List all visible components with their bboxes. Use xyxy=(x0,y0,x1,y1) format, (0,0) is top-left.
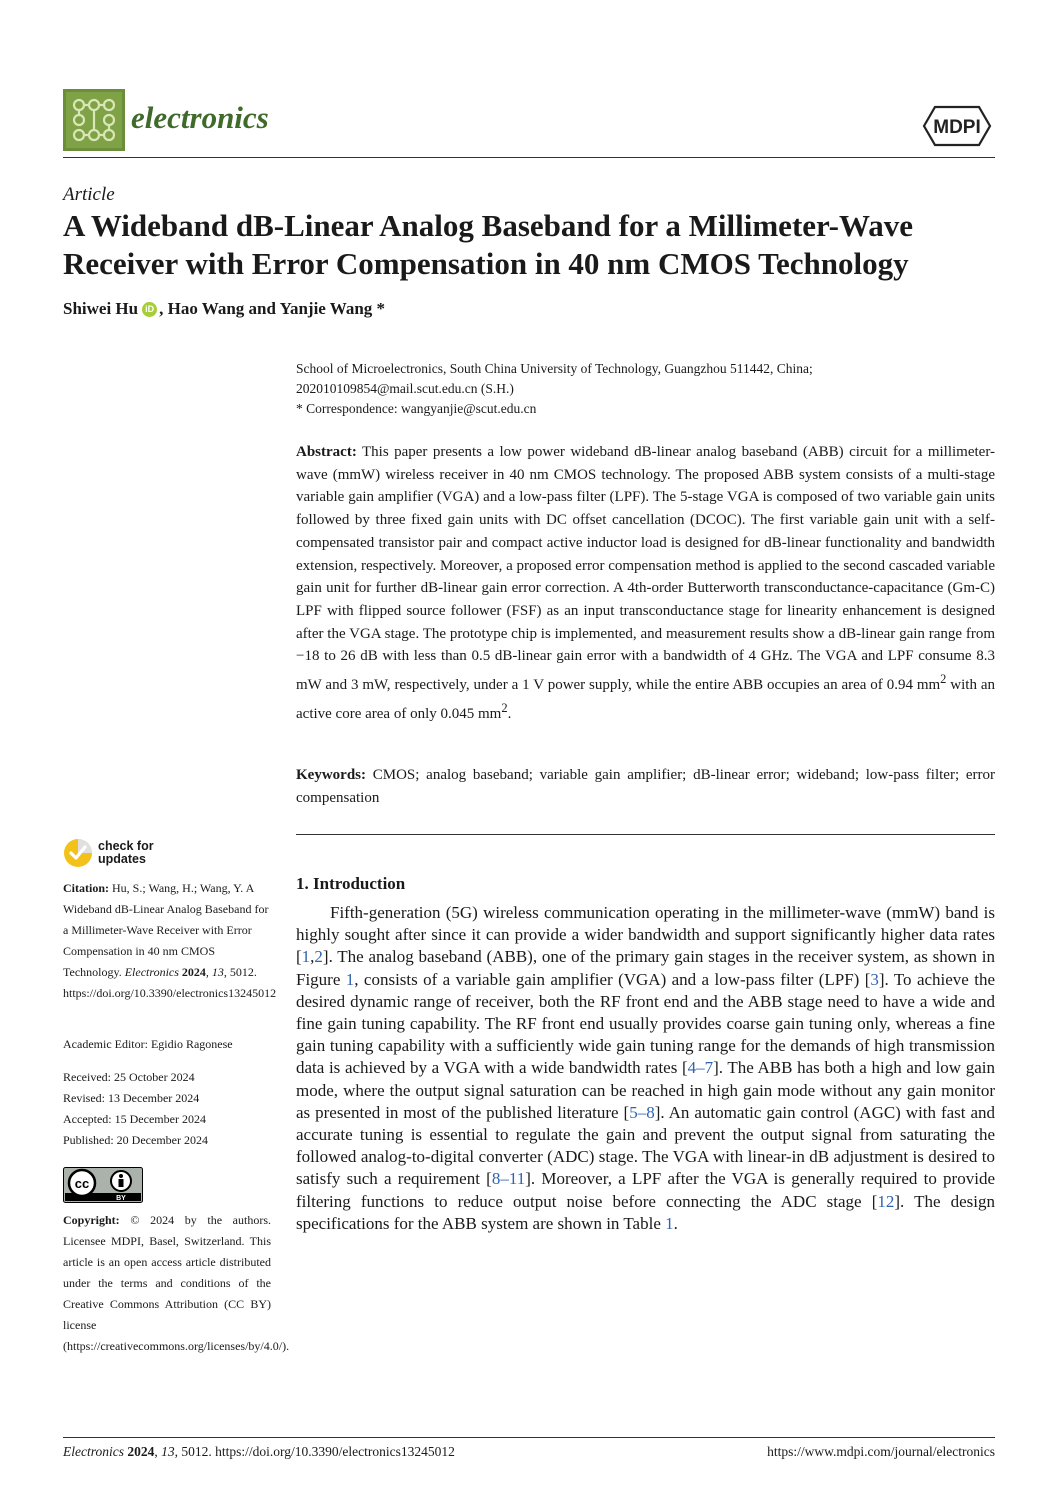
citation-text: Hu, S.; Wang, H.; Wang, Y. A Wideband dB-Linear Analog Baseband for a Millimeter-Wave Receiver with Error Compensation in 40 nm CMOS Technology. xyxy=(63,881,269,979)
reference-link[interactable]: 4–7 xyxy=(687,1058,714,1078)
dates-block xyxy=(63,1067,271,1151)
paragraph: Fifth-generation (5G) wireless communication operating in the millimeter-wave (mmW) band is highly sought after since it can provide a wider bandwidth and support significantly higher data rates [1,2]. The analog baseband (ABB), one of the primary gain stages in the receiver system, as shown in Figure 1, consists of a variable gain amplifier (VGA) and a low-pass filter (LPF) [3]. To achieve the desired dynamic range of receiver, both the RF front end and the ABB stage need to have a wide and fine gain tuning capability. The RF front end usually provides coarse gain tuning only, whereas a fine gain tuning capability with a sufficiently wide gain tuning range for the demands of high transmission data is achieved by a VGA with a wide bandwidth rates [4–7]. The ABB has both a high and low gain mode, where the output signal saturation can be reached in high gain mode without any gain monitor as presented in most of the published literature [5–8]. An automatic gain control (AGC) with fast and accurate tuning is essential to regulate the gain and prevent the output signal from saturating the followed analog-to-digital converter (ADC) stage. The VGA with linear-in dB adjustment is desired to satisfy such a requirement [8–11]. Moreover, a LPF after the VGA is generally required to provide filtering functions to reduce output noise before connecting the ADC stage [12]. The design specifications for the ABB system are shown in Table 1. xyxy=(296,903,995,1233)
reference-link[interactable]: 2 xyxy=(314,947,323,967)
abstract-label: Abstract: xyxy=(296,444,357,460)
affiliation-line: School of Microelectronics, South China University of Technology, Guangzhou 511442, China; xyxy=(296,361,813,376)
keywords-text: CMOS; analog baseband; variable gain amplifier; dB-linear error; wideband; low-pass filter; error compensation xyxy=(296,767,996,806)
author-first[interactable]: Shiwei Hu xyxy=(63,299,139,318)
abstract-text: This paper presents a low power wideband dB-linear analog baseband (ABB) circuit for a millimeter-wave (mmW) wireless receiver in 40 nm CMOS technology. The proposed ABB system consists of a multi-stage variable gain amplifier (VGA) and a low-pass filter (LPF). The 5-stage VGA is composed of two variable gain units followed by three fixed gain units with DC offset cancellation (DCOC). The first variable gain unit with a self-compensated transistor pair and compact active inductor load is designed for dB-linear functionality and bandwidth extension, respectively. Moreover, a proposed error compensation method is applied to the second cascaded variable gain unit for further dB-linear gain error correction. A 4th-order Butterworth transconductance-capacitance (Gm-C) LPF with flipped source follower (FSF) as an input transconductance stage for linearity enhancement is designed after the VGA stage. The prototype chip is implemented, and measurement results show a dB-linear gain range from −18 to 26 dB with less than 0.5 dB-linear gain error with a bandwidth of 4 GHz. The VGA and LPF consume 8.3 mW and 3 mW, respectively, under a 1 V power supply, while the entire ABB occupies an area of 0.94 mm xyxy=(296,444,996,694)
journal-name: electronics xyxy=(131,100,269,135)
cc-by-label: BY xyxy=(116,1195,126,1202)
citation-journal: Electronics xyxy=(124,965,179,979)
keywords-label: Keywords: xyxy=(296,767,366,783)
article-type: Article xyxy=(63,184,115,205)
footer-journal: Electronics xyxy=(63,1444,124,1459)
date-published: Published: 20 December 2024 xyxy=(63,1133,208,1147)
citation-block: Citation: Hu, S.; Wang, H.; Wang, Y. A Wideband dB-Linear Analog Baseband for a Millimeter-Wave Receiver with Error Compensation in 40 nm CMOS Technology. Electronics 2024, 13, 5012. https://doi.org/10.3390/electronics13245012 xyxy=(63,881,277,1000)
table-link[interactable]: 1 xyxy=(665,1213,674,1233)
citation-year: 2024 xyxy=(181,965,206,979)
copyright-block xyxy=(63,1210,290,1357)
reference-link[interactable]: 3 xyxy=(870,969,879,989)
reference-link[interactable]: 12 xyxy=(877,1191,895,1211)
footer-citation: Electronics 2024, 13, 5012. https://doi.org/10.3390/electronics13245012 xyxy=(63,1444,455,1459)
date-received: Received: 25 October 2024 xyxy=(63,1070,195,1084)
author-rest[interactable]: , Hao Wang and Yanjie Wang * xyxy=(159,299,386,318)
abstract-sup: 2 xyxy=(501,700,508,715)
abstract xyxy=(296,441,995,725)
check-updates-icon xyxy=(63,838,93,868)
check-updates-line2: updates xyxy=(98,852,146,866)
header-divider xyxy=(63,157,995,158)
publisher-logo xyxy=(918,104,996,153)
footer-doi[interactable]: , 5012. https://doi.org/10.3390/electronics13245012 xyxy=(174,1444,455,1459)
journal-logo xyxy=(63,89,125,151)
footer-journal-url[interactable]: https://www.mdpi.com/journal/electronics xyxy=(767,1444,995,1459)
citation-doi[interactable]: , 5012. https://doi.org/10.3390/electronics13245012 xyxy=(63,965,277,1000)
publisher-name: MDPI xyxy=(933,117,981,138)
article-title: A Wideband dB-Linear Analog Baseband for a Millimeter-Wave Receiver with Error Compensation in 40 nm CMOS Technology xyxy=(63,208,914,281)
author-list xyxy=(63,299,385,319)
attribution-icon xyxy=(119,1174,123,1178)
check-updates-line1: check for xyxy=(98,839,154,853)
footer-divider xyxy=(63,1437,995,1438)
copyright-text: © 2024 by the authors. Licensee MDPI, Basel, Switzerland. This article is an open access article distributed under the terms and conditions of the Creative Commons Attribution (CC BY) license (https://creativecommons.org/licenses/by/4.0/). xyxy=(63,1213,290,1353)
cc-by-license-badge[interactable] xyxy=(63,1167,143,1208)
footer-volume: 13 xyxy=(161,1444,175,1459)
date-accepted: Accepted: 15 December 2024 xyxy=(63,1112,206,1126)
academic-editor: Academic Editor: Egidio Ragonese xyxy=(63,1037,233,1051)
cc-icon: cc xyxy=(74,1176,90,1191)
footer-year: 2024 xyxy=(127,1444,155,1459)
section-divider xyxy=(296,834,995,835)
reference-link[interactable]: 1 xyxy=(301,947,311,967)
check-for-updates-badge[interactable] xyxy=(63,838,154,868)
reference-link[interactable]: 8–11 xyxy=(491,1169,526,1189)
keywords xyxy=(296,764,995,809)
section-heading-introduction: 1. Introduction xyxy=(296,874,406,893)
affiliation-email[interactable]: 202010109854@mail.scut.edu.cn (S.H.) xyxy=(296,381,514,396)
abstract-sup: 2 xyxy=(940,672,947,687)
correspondence[interactable]: * Correspondence: wangyanjie@scut.edu.cn xyxy=(296,401,537,416)
reference-link[interactable]: 5–8 xyxy=(629,1102,655,1122)
date-revised: Revised: 13 December 2024 xyxy=(63,1091,200,1105)
abstract-text: . xyxy=(507,705,512,722)
introduction-body xyxy=(296,902,995,1235)
citation-label: Citation: xyxy=(63,881,109,895)
figure-link[interactable]: 1 xyxy=(345,969,355,989)
abstract-text: with an active core area of only 0.045 mm xyxy=(296,677,995,722)
citation-volume: 13 xyxy=(211,965,224,979)
copyright-label: Copyright: xyxy=(63,1213,120,1227)
orcid-icon[interactable]: iD xyxy=(142,302,157,317)
affiliation-block xyxy=(296,359,996,419)
